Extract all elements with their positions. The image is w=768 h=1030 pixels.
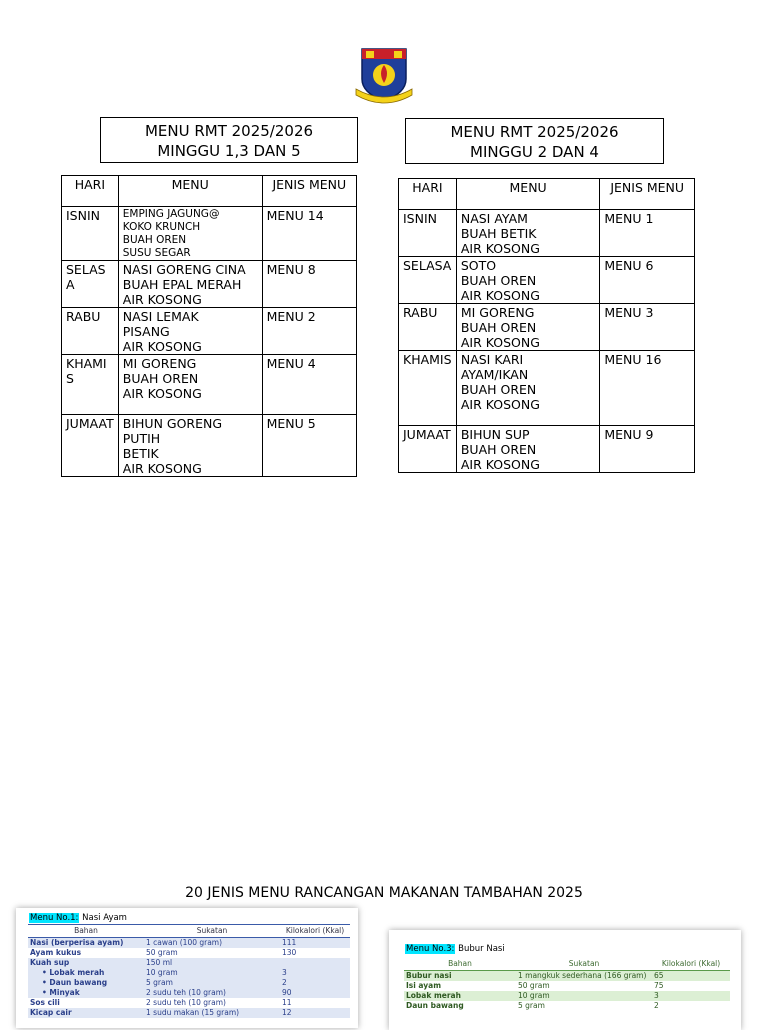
table-row bbox=[62, 261, 357, 308]
table-row bbox=[28, 1008, 350, 1018]
menu-cell bbox=[456, 426, 600, 473]
sukatan-cell: 10 gram bbox=[516, 991, 652, 1001]
table-row bbox=[28, 958, 350, 968]
bahan-cell: Daun bawang bbox=[406, 1001, 464, 1010]
menu-item: PISANG bbox=[122, 324, 170, 339]
menu-item: NASI AYAM bbox=[460, 211, 528, 226]
menu-item: BUAH OREN bbox=[122, 371, 199, 386]
menu-item: NASI LEMAK bbox=[122, 309, 199, 324]
day-cell: RABU bbox=[62, 308, 119, 355]
table-row bbox=[399, 210, 695, 257]
menu-item: BUAH OREN bbox=[460, 382, 537, 397]
table-row bbox=[28, 988, 350, 998]
header-hari: HARI bbox=[399, 179, 457, 210]
day-cell: KHAMIS bbox=[399, 351, 457, 426]
menu-cell bbox=[456, 210, 600, 257]
menu-item: EMPING JAGUNG@ bbox=[122, 208, 220, 220]
menu-cell bbox=[456, 257, 600, 304]
table-row bbox=[399, 351, 695, 426]
menu-card-bubur-nasi bbox=[389, 930, 741, 1030]
menu-item: AYAM/IKAN bbox=[460, 367, 529, 382]
day-cell: SELASA bbox=[399, 257, 457, 304]
sukatan-cell: 50 gram bbox=[146, 948, 178, 957]
menu-item: BUAH OREN bbox=[460, 273, 537, 288]
jenis-cell: MENU 5 bbox=[262, 415, 356, 477]
jenis-cell: MENU 3 bbox=[600, 304, 695, 351]
kkal-cell: 90 bbox=[280, 988, 350, 998]
school-crest-logo bbox=[352, 45, 416, 107]
jenis-cell: MENU 14 bbox=[262, 207, 356, 261]
table-row bbox=[28, 978, 350, 988]
menu-item: BIHUN SUP bbox=[460, 427, 530, 442]
kkal-cell: 3 bbox=[652, 991, 730, 1001]
bahan-cell: Kuah sup bbox=[28, 958, 144, 968]
right-title-line1: MENU RMT 2025/2026 bbox=[450, 123, 619, 141]
jenis-cell: MENU 2 bbox=[262, 308, 356, 355]
bahan-cell: Nasi (berperisa ayam) bbox=[28, 938, 144, 949]
table-row bbox=[62, 308, 357, 355]
menu-item: AIR KOSONG bbox=[122, 386, 202, 401]
bahan-cell: Ayam kukus bbox=[30, 948, 82, 957]
table-row bbox=[399, 304, 695, 351]
table-row bbox=[62, 355, 357, 415]
bahan-cell: • Daun bawang bbox=[28, 978, 144, 988]
header-jenis: JENIS MENU bbox=[262, 176, 356, 207]
menu-card-nasi-ayam bbox=[16, 908, 358, 1028]
card-tag: Menu No.1: bbox=[30, 913, 79, 923]
menu-item: AIR KOSONG bbox=[460, 288, 540, 303]
right-menu-title bbox=[405, 118, 664, 164]
table-row bbox=[399, 426, 695, 473]
header-jenis: JENIS MENU bbox=[600, 179, 695, 210]
header-menu: MENU bbox=[456, 179, 600, 210]
card-title bbox=[29, 913, 127, 923]
sukatan-cell: 2 sudu teh (10 gram) bbox=[146, 998, 226, 1007]
col-kkal: Kilokalori (Kkal) bbox=[652, 958, 730, 971]
day-cell: ISNIN bbox=[399, 210, 457, 257]
card-tag: Menu No.3: bbox=[406, 944, 455, 954]
bahan-cell: Lobak merah bbox=[404, 991, 516, 1001]
kkal-cell: 2 bbox=[280, 978, 350, 988]
menu-item: AIR KOSONG bbox=[122, 292, 202, 307]
footer-title: 20 JENIS MENU RANCANGAN MAKANAN TAMBAHAN 2025 bbox=[185, 885, 583, 901]
kkal-cell: 130 bbox=[282, 948, 297, 957]
menu-item: BUAH OREN bbox=[460, 442, 537, 457]
menu-item: MI GORENG bbox=[122, 356, 197, 371]
menu-cell bbox=[456, 351, 600, 426]
table-row bbox=[28, 998, 350, 1008]
menu-item: AIR KOSONG bbox=[460, 457, 540, 472]
sukatan-cell: 150 ml bbox=[144, 958, 280, 968]
day-cell: RABU bbox=[399, 304, 457, 351]
left-menu-table bbox=[61, 175, 357, 477]
table-row bbox=[62, 415, 357, 477]
menu-cell bbox=[118, 308, 262, 355]
menu-cell bbox=[118, 261, 262, 308]
menu-item: BIHUN GORENG bbox=[122, 416, 223, 431]
day-cell: KHAMIS bbox=[62, 355, 119, 415]
col-sukatan: Sukatan bbox=[144, 925, 280, 938]
table-row bbox=[404, 1001, 730, 1011]
table-row bbox=[28, 938, 350, 949]
left-menu-title bbox=[100, 117, 358, 163]
menu-cell bbox=[118, 415, 262, 477]
jenis-cell: MENU 6 bbox=[600, 257, 695, 304]
kkal-cell: 111 bbox=[280, 938, 350, 949]
jenis-cell: MENU 9 bbox=[600, 426, 695, 473]
table-row bbox=[399, 257, 695, 304]
kkal-cell: 3 bbox=[280, 968, 350, 978]
kkal-cell: 2 bbox=[654, 1001, 659, 1010]
right-title-line2: MINGGU 2 DAN 4 bbox=[470, 143, 599, 161]
menu-item: BUAH EPAL MERAH bbox=[122, 277, 242, 292]
menu-item: BETIK bbox=[122, 446, 159, 461]
header-hari: HARI bbox=[62, 176, 119, 207]
menu-item: AIR KOSONG bbox=[460, 397, 540, 412]
sukatan-cell: 1 mangkuk sederhana (166 gram) bbox=[516, 971, 652, 982]
menu-item: BUAH BETIK bbox=[460, 226, 537, 241]
sukatan-cell: 5 gram bbox=[518, 1001, 545, 1010]
kkal-cell bbox=[280, 958, 350, 968]
menu-item: AIR KOSONG bbox=[460, 335, 540, 350]
day-cell: JUMAAT bbox=[62, 415, 119, 477]
right-menu-table bbox=[398, 178, 695, 473]
day-cell: SELASA bbox=[62, 261, 119, 308]
sukatan-cell: 2 sudu teh (10 gram) bbox=[144, 988, 280, 998]
sukatan-cell: 1 cawan (100 gram) bbox=[144, 938, 280, 949]
jenis-cell: MENU 1 bbox=[600, 210, 695, 257]
bahan-cell: Kicap cair bbox=[28, 1008, 144, 1018]
menu-item: BUAH OREN bbox=[122, 234, 187, 246]
nutrition-table bbox=[28, 924, 350, 1018]
menu-item: SUSU SEGAR bbox=[122, 247, 191, 259]
bahan-cell: Isi ayam bbox=[406, 981, 442, 990]
menu-item: NASI KARI bbox=[460, 352, 524, 367]
day-cell: ISNIN bbox=[62, 207, 119, 261]
menu-item: PUTIH bbox=[122, 431, 161, 446]
header-menu: MENU bbox=[118, 176, 262, 207]
menu-cell bbox=[118, 207, 262, 261]
col-bahan: Bahan bbox=[404, 958, 516, 971]
left-title-line1: MENU RMT 2025/2026 bbox=[144, 122, 314, 140]
bahan-cell: Sos cili bbox=[30, 998, 60, 1007]
bahan-cell: Bubur nasi bbox=[404, 971, 516, 982]
kkal-cell: 11 bbox=[282, 998, 292, 1007]
menu-item: KOKO KRUNCH bbox=[122, 221, 201, 233]
bahan-cell: • Minyak bbox=[28, 988, 144, 998]
sukatan-cell: 1 sudu makan (15 gram) bbox=[144, 1008, 280, 1018]
menu-cell bbox=[456, 304, 600, 351]
card-name: Nasi Ayam bbox=[82, 913, 127, 923]
day-cell: JUMAAT bbox=[399, 426, 457, 473]
col-kkal: Kilokalori (Kkal) bbox=[280, 925, 350, 938]
table-row bbox=[404, 991, 730, 1001]
kkal-cell: 65 bbox=[652, 971, 730, 982]
col-sukatan: Sukatan bbox=[516, 958, 652, 971]
table-row bbox=[62, 207, 357, 261]
sukatan-cell: 5 gram bbox=[144, 978, 280, 988]
kkal-cell: 12 bbox=[280, 1008, 350, 1018]
card-name: Bubur Nasi bbox=[458, 944, 505, 954]
kkal-cell: 75 bbox=[654, 981, 664, 990]
left-title-line2: MINGGU 1,3 DAN 5 bbox=[157, 142, 301, 160]
menu-item: MI GORENG bbox=[460, 305, 535, 320]
jenis-cell: MENU 8 bbox=[262, 261, 356, 308]
card-title bbox=[405, 944, 505, 954]
nutrition-table bbox=[404, 958, 730, 1011]
table-row bbox=[404, 981, 730, 991]
sukatan-cell: 10 gram bbox=[144, 968, 280, 978]
sukatan-cell: 50 gram bbox=[518, 981, 550, 990]
menu-item: NASI GORENG CINA bbox=[122, 262, 246, 277]
table-row bbox=[28, 948, 350, 958]
menu-item: BUAH OREN bbox=[460, 320, 537, 335]
table-row bbox=[28, 968, 350, 978]
menu-item: SOTO bbox=[460, 258, 497, 273]
table-row bbox=[404, 971, 730, 982]
jenis-cell: MENU 16 bbox=[600, 351, 695, 426]
jenis-cell: MENU 4 bbox=[262, 355, 356, 415]
col-bahan: Bahan bbox=[28, 925, 144, 938]
menu-item: AIR KOSONG bbox=[122, 461, 202, 476]
menu-item: AIR KOSONG bbox=[460, 241, 540, 256]
menu-item: AIR KOSONG bbox=[122, 339, 202, 354]
bahan-cell: • Lobak merah bbox=[28, 968, 144, 978]
menu-cell bbox=[118, 355, 262, 415]
